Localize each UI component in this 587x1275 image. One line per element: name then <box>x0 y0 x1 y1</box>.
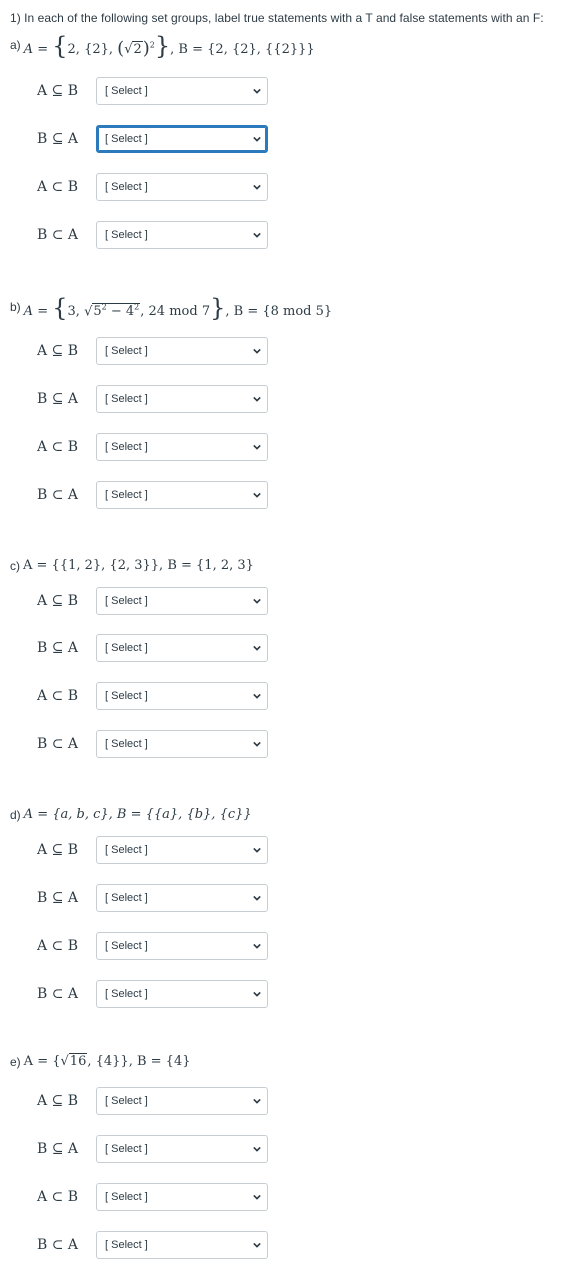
group-b-header <box>10 294 333 322</box>
statement-row <box>0 1087 587 1117</box>
group-letter: a) <box>10 38 21 52</box>
answer-select[interactable] <box>96 634 268 662</box>
statement-row <box>0 932 587 962</box>
chevron-down-icon <box>253 87 261 95</box>
answer-select[interactable] <box>96 173 268 201</box>
answer-select[interactable] <box>96 932 268 960</box>
statement-row <box>0 1183 587 1213</box>
select-value: [ Select ] <box>105 393 148 405</box>
statement-row <box>0 634 587 664</box>
statement-row <box>0 173 587 203</box>
group-c-header <box>10 558 254 573</box>
set-definition: A = {3, $√5^2 - 4^2$, 24 mod 7}, B = {8 mod 5} <box>23 294 333 322</box>
statement-label: A ⊂ B <box>37 439 79 455</box>
answer-select[interactable] <box>96 730 268 758</box>
answer-select[interactable] <box>96 385 268 413</box>
statement-label: B ⊂ A <box>37 986 79 1002</box>
chevron-down-icon <box>253 1097 261 1105</box>
answer-select[interactable] <box>96 125 268 153</box>
statement-label: B ⊆ A <box>37 640 79 656</box>
chevron-down-icon <box>253 740 261 748</box>
statement-label: A ⊆ B <box>37 343 79 359</box>
chevron-down-icon <box>253 443 261 451</box>
set-definition: A = {{1, 2}, {2, 3}}, B = {1, 2, 3} <box>23 558 254 573</box>
select-value: [ Select ] <box>105 738 148 750</box>
chevron-down-icon <box>253 491 261 499</box>
select-value: [ Select ] <box>105 441 148 453</box>
set-definition: A = {√16, {4}}, B = {4} <box>23 1054 191 1069</box>
statement-row <box>0 730 587 760</box>
statement-row <box>0 587 587 617</box>
answer-select[interactable] <box>96 337 268 365</box>
statement-label: A ⊆ B <box>37 593 79 609</box>
statement-label: B ⊆ A <box>37 1141 79 1157</box>
chevron-down-icon <box>253 347 261 355</box>
statement-label: B ⊆ A <box>37 131 79 147</box>
chevron-down-icon <box>253 1241 261 1249</box>
select-value: [ Select ] <box>105 940 148 952</box>
answer-select[interactable] <box>96 433 268 461</box>
select-value: [ Select ] <box>105 690 148 702</box>
statement-label: B ⊂ A <box>37 1237 79 1253</box>
statement-label: A ⊂ B <box>37 938 79 954</box>
statement-row <box>0 682 587 712</box>
answer-select[interactable] <box>96 77 268 105</box>
set-definition: A = {a, b, c}, B = {{a}, {b}, {c}} <box>23 807 252 822</box>
select-value: [ Select ] <box>105 1191 148 1203</box>
chevron-down-icon <box>253 1193 261 1201</box>
chevron-down-icon <box>253 692 261 700</box>
select-value: [ Select ] <box>105 595 148 607</box>
statement-label: A ⊆ B <box>37 83 79 99</box>
answer-select[interactable] <box>96 587 268 615</box>
select-value: [ Select ] <box>105 892 148 904</box>
select-value: [ Select ] <box>105 85 148 97</box>
chevron-down-icon <box>253 231 261 239</box>
statement-row <box>0 481 587 511</box>
answer-select[interactable] <box>96 836 268 864</box>
chevron-down-icon <box>253 942 261 950</box>
statement-row <box>0 433 587 463</box>
answer-select[interactable] <box>96 1231 268 1259</box>
statement-row <box>0 221 587 251</box>
select-value: [ Select ] <box>105 988 148 1000</box>
chevron-down-icon <box>253 644 261 652</box>
statement-row <box>0 836 587 866</box>
answer-select[interactable] <box>96 481 268 509</box>
group-letter: e) <box>10 1054 21 1069</box>
statement-label: A ⊂ B <box>37 1189 79 1205</box>
statement-label: A ⊂ B <box>37 179 79 195</box>
statement-label: B ⊂ A <box>37 227 79 243</box>
statement-row <box>0 1135 587 1165</box>
select-value: [ Select ] <box>105 181 148 193</box>
chevron-down-icon <box>253 135 261 143</box>
answer-select[interactable] <box>96 1183 268 1211</box>
set-definition: A = {2, {2}, $(√2)^2$}, B = {2, {2}, {{2}}} <box>23 32 315 60</box>
group-d-header <box>10 807 252 822</box>
select-value: [ Select ] <box>105 229 148 241</box>
select-value: [ Select ] <box>105 1239 148 1251</box>
group-letter: d) <box>10 807 21 822</box>
chevron-down-icon <box>253 1145 261 1153</box>
statement-label: B ⊂ A <box>37 736 79 752</box>
answer-select[interactable] <box>96 221 268 249</box>
group-letter: b) <box>10 300 21 314</box>
select-value: [ Select ] <box>105 489 148 501</box>
statement-row <box>0 125 587 155</box>
statement-row <box>0 980 587 1010</box>
answer-select[interactable] <box>96 682 268 710</box>
statement-label: B ⊆ A <box>37 391 79 407</box>
statement-row <box>0 385 587 415</box>
chevron-down-icon <box>253 894 261 902</box>
chevron-down-icon <box>253 183 261 191</box>
statement-row <box>0 1231 587 1261</box>
chevron-down-icon <box>253 990 261 998</box>
statement-label: A ⊆ B <box>37 1093 79 1109</box>
statement-label: A ⊂ B <box>37 688 79 704</box>
select-value: [ Select ] <box>105 1095 148 1107</box>
select-value: [ Select ] <box>105 133 148 145</box>
statement-label: A ⊆ B <box>37 842 79 858</box>
statement-label: B ⊆ A <box>37 890 79 906</box>
select-value: [ Select ] <box>105 345 148 357</box>
answer-select[interactable] <box>96 1087 268 1115</box>
select-value: [ Select ] <box>105 642 148 654</box>
chevron-down-icon <box>253 846 261 854</box>
statement-row <box>0 337 587 367</box>
answer-select[interactable] <box>96 1135 268 1163</box>
select-value: [ Select ] <box>105 844 148 856</box>
chevron-down-icon <box>253 395 261 403</box>
group-e-header <box>10 1054 190 1069</box>
chevron-down-icon <box>253 597 261 605</box>
answer-select[interactable] <box>96 980 268 1008</box>
group-letter: c) <box>10 558 20 573</box>
question-text: 1) In each of the following set groups, label true statements with a T and false statements with an F: <box>10 11 544 25</box>
select-value: [ Select ] <box>105 1143 148 1155</box>
answer-select[interactable] <box>96 884 268 912</box>
statement-row <box>0 77 587 107</box>
statement-label: B ⊂ A <box>37 487 79 503</box>
statement-row <box>0 884 587 914</box>
group-a-header <box>10 32 315 60</box>
